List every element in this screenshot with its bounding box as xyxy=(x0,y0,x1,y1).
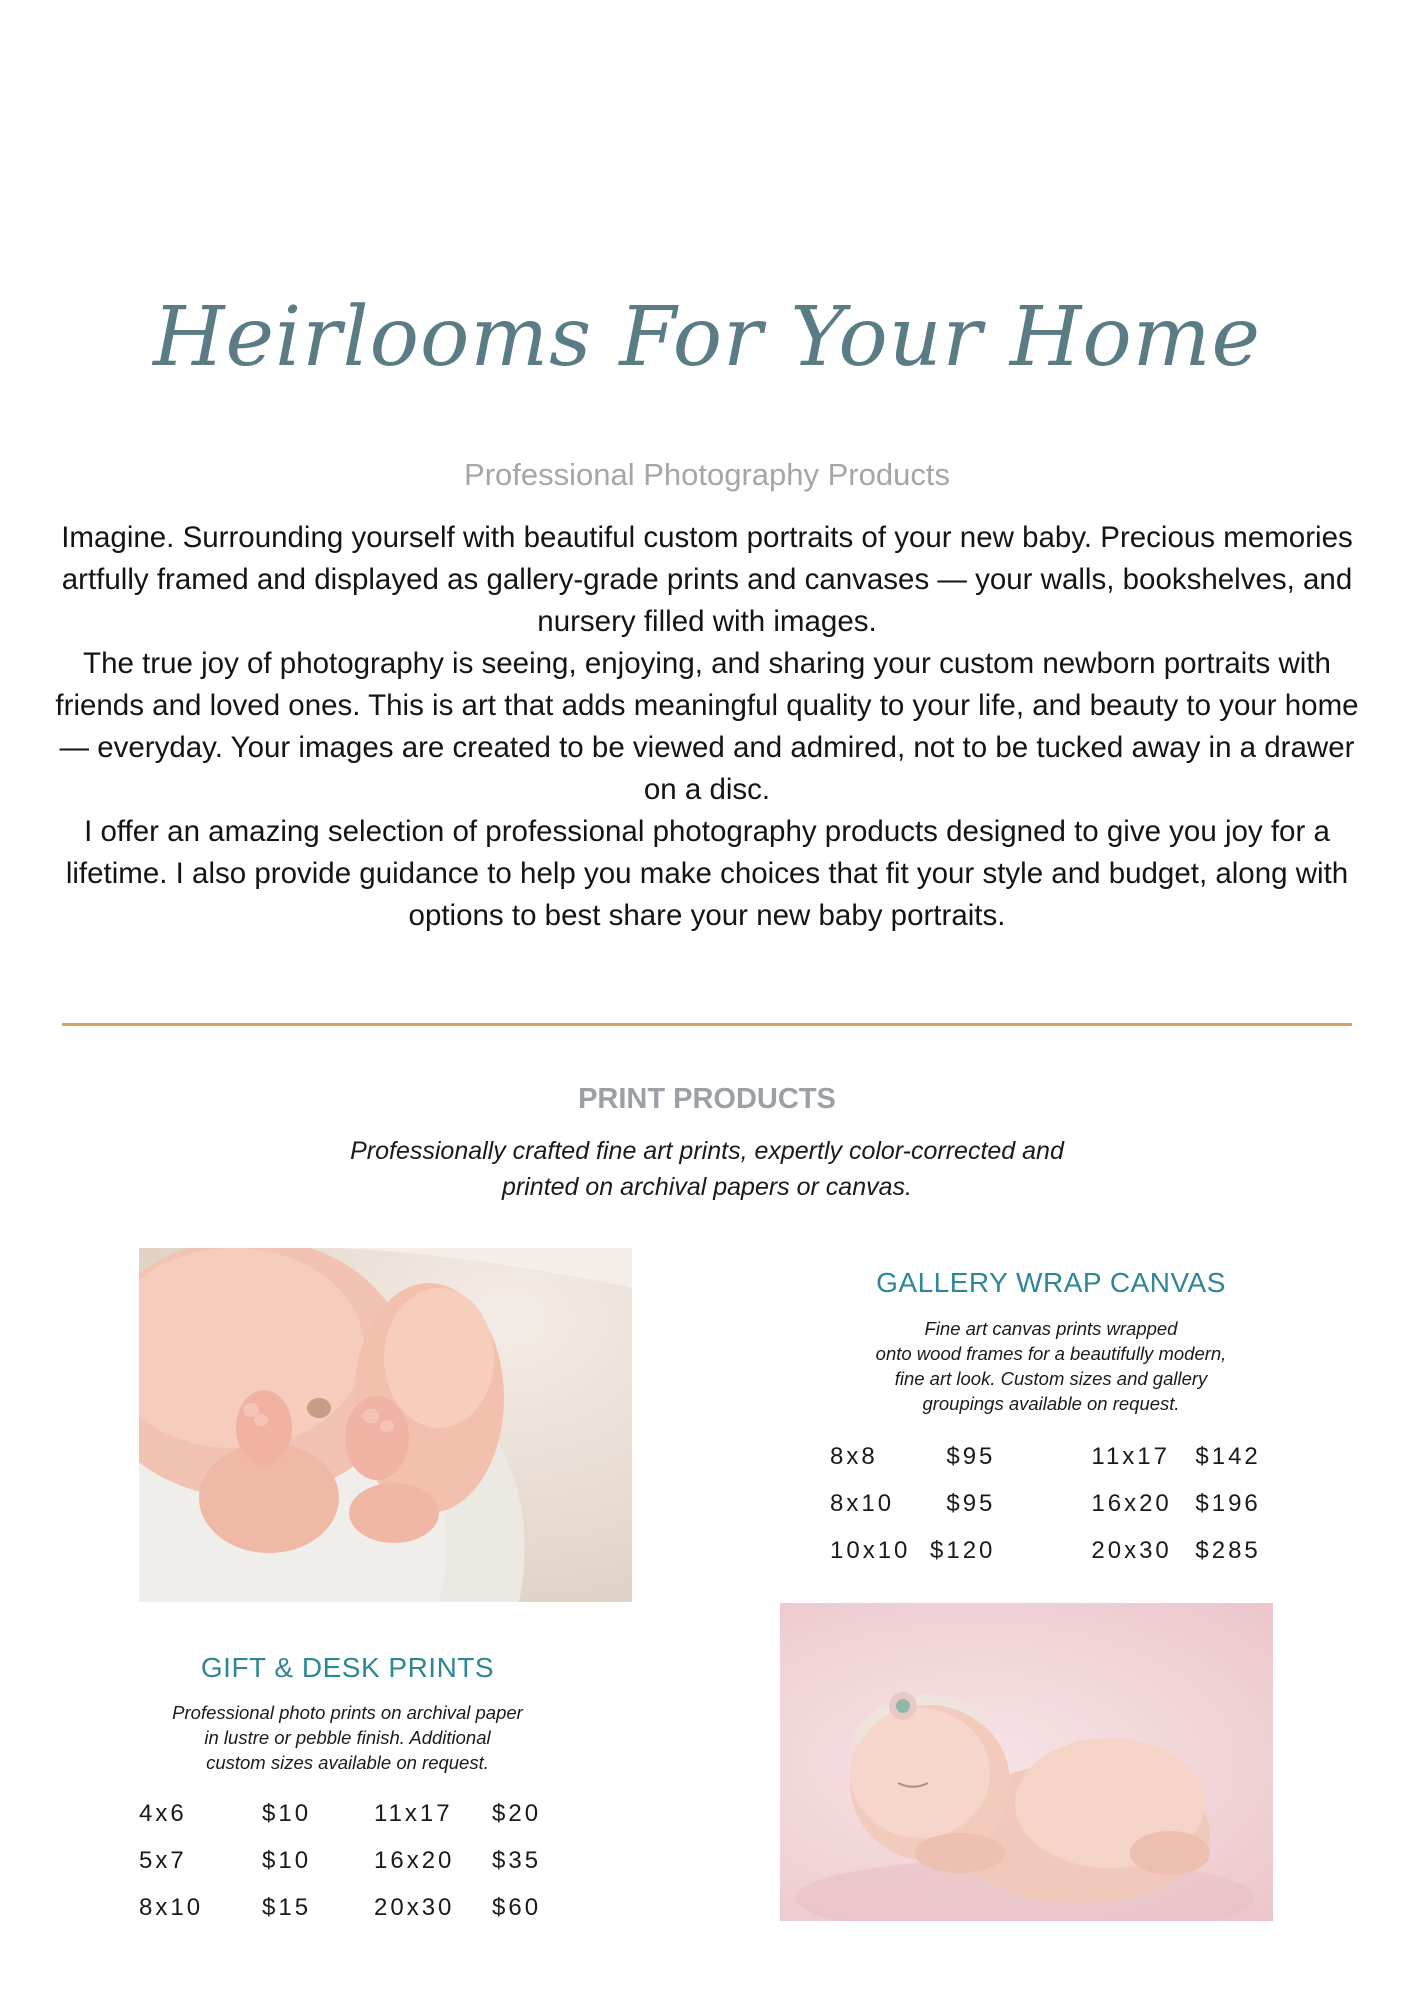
page-title: Heirlooms For Your Home xyxy=(153,290,1261,385)
description-line: Fine art canvas prints wrapped xyxy=(924,1318,1178,1339)
price-row xyxy=(139,1790,541,1837)
print-products-heading: PRINT PRODUCTS xyxy=(578,1083,836,1115)
gift-desk-prints-title: GIFT & DESK PRINTS xyxy=(200,1652,495,1683)
price-cell: $95 xyxy=(946,1489,996,1517)
intro-paragraph: Imagine. Surrounding yourself with beautiful custom portraits of your new baby. Precious memories artfully framed and displayed as gallery-grade prints and canvases — your walls, bookshelves, and nursery filled with images. xyxy=(61,521,1353,638)
size-cell: 11x17 xyxy=(1091,1442,1170,1470)
size-cell: 8x10 xyxy=(139,1893,204,1921)
description-line: Professional photo prints on archival paper xyxy=(172,1702,523,1723)
gift-desk-prints-description xyxy=(110,1700,585,1775)
price-cell: $10 xyxy=(262,1846,312,1874)
size-cell: 16x20 xyxy=(374,1846,455,1874)
description-line: onto wood frames for a beautifully modern, xyxy=(875,1343,1227,1364)
size-cell: 16x20 xyxy=(1091,1489,1172,1517)
price-row xyxy=(139,1884,541,1931)
price-cell: $35 xyxy=(492,1846,542,1874)
price-cell: $15 xyxy=(262,1893,312,1921)
size-cell: 20x30 xyxy=(1091,1536,1172,1564)
size-cell: 11x17 xyxy=(374,1799,453,1827)
price-cell: $120 xyxy=(930,1536,996,1564)
size-cell: 8x8 xyxy=(830,1442,878,1470)
section-divider xyxy=(62,1023,1352,1026)
print-products-description xyxy=(0,1133,1414,1205)
gallery-wrap-canvas-description xyxy=(806,1316,1296,1416)
gallery-wrap-canvas-price-table xyxy=(830,1433,1261,1574)
intro-paragraph: The true joy of photography is seeing, enjoying, and sharing your custom newborn portraits with friends and loved ones. This is art that adds meaningful quality to your life, and beauty to your home — everyday. Your images are created to be viewed and admired, not to be tucked away in a drawer on a disc. xyxy=(55,647,1359,806)
newborn-feet-photo xyxy=(139,1248,632,1602)
intro-text xyxy=(55,517,1359,937)
gift-desk-prints-price-table xyxy=(139,1790,541,1931)
price-row xyxy=(830,1480,1261,1527)
description-line: Professionally crafted fine art prints, expertly color-corrected and xyxy=(350,1137,1064,1165)
price-cell: $196 xyxy=(1195,1489,1261,1517)
price-cell: $20 xyxy=(492,1799,542,1827)
description-line: fine art look. Custom sizes and gallery xyxy=(894,1368,1208,1389)
price-cell: $285 xyxy=(1195,1536,1261,1564)
description-line: printed on archival papers or canvas. xyxy=(502,1173,912,1201)
price-row xyxy=(139,1837,541,1884)
price-row xyxy=(830,1433,1261,1480)
price-cell: $142 xyxy=(1195,1442,1261,1470)
description-line: in lustre or pebble finish. Additional xyxy=(204,1727,491,1748)
page-subtitle: Professional Photography Products xyxy=(464,457,950,492)
intro-paragraph: I offer an amazing selection of professional photography products designed to give you joy for a lifetime. I also provide guidance to help you make choices that fit your style and budget, along with options to best share your new baby portraits. xyxy=(65,815,1349,932)
size-cell: 4x6 xyxy=(139,1799,187,1827)
size-cell: 20x30 xyxy=(374,1893,455,1921)
price-cell: $95 xyxy=(946,1442,996,1470)
price-row xyxy=(830,1527,1261,1574)
gallery-wrap-canvas-title: GALLERY WRAP CANVAS xyxy=(876,1267,1226,1298)
price-cell: $10 xyxy=(262,1799,312,1827)
description-line: groupings available on request. xyxy=(922,1393,1180,1414)
sleeping-newborn-photo xyxy=(780,1603,1273,1921)
size-cell: 5x7 xyxy=(139,1846,187,1874)
description-line: custom sizes available on request. xyxy=(206,1752,489,1773)
size-cell: 8x10 xyxy=(830,1489,895,1517)
size-cell: 10x10 xyxy=(830,1536,911,1564)
price-cell: $60 xyxy=(492,1893,542,1921)
